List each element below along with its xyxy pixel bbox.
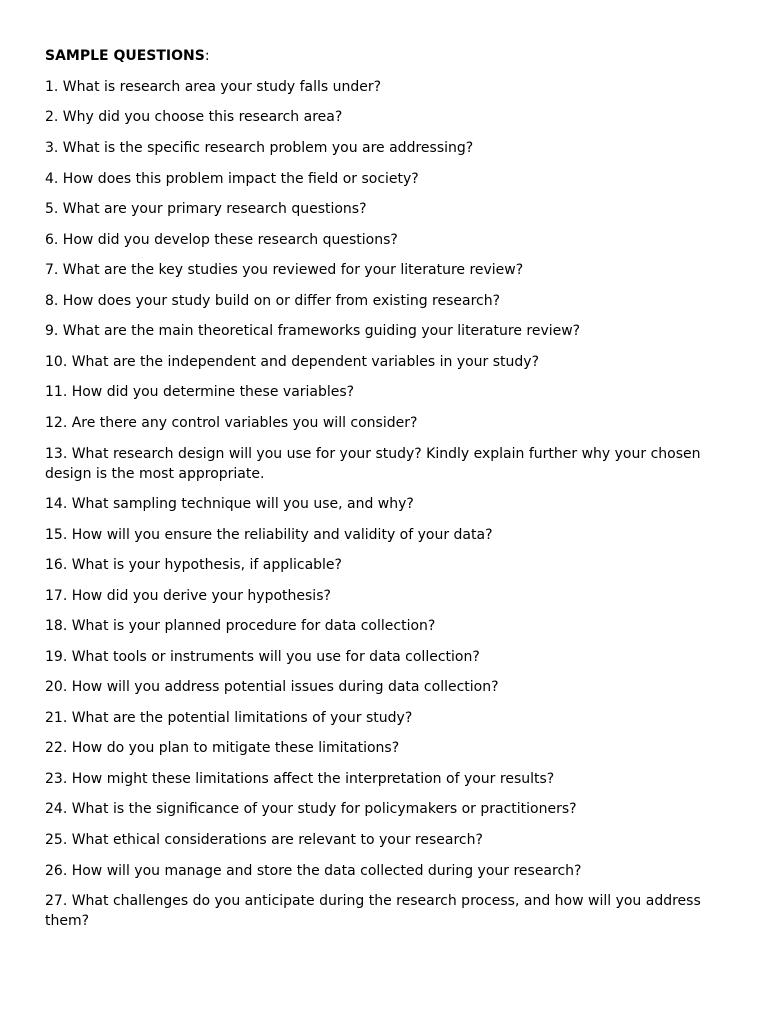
question-item: 5. What are your primary research questions? [45, 201, 367, 217]
question-item: 17. How did you derive your hypothesis? [45, 588, 331, 604]
question-item: 16. What is your hypothesis, if applicable? [45, 557, 342, 573]
question-item: 12. Are there any control variables you will consider? [45, 415, 418, 431]
question-item: 26. How will you manage and store the data collected during your research? [45, 863, 582, 879]
question-item: 3. What is the specific research problem you are addressing? [45, 140, 474, 156]
question-item: 11. How did you determine these variables? [45, 384, 355, 400]
question-item: 22. How do you plan to mitigate these limitations? [45, 740, 400, 756]
question-item: 9. What are the main theoretical frameworks guiding your literature review? [45, 323, 581, 339]
question-item: 8. How does your study build on or differ from existing research? [45, 293, 501, 309]
heading-title: SAMPLE QUESTIONS [45, 48, 205, 64]
question-item: 15. How will you ensure the reliability and validity of your data? [45, 527, 493, 543]
question-item: 20. How will you address potential issues during data collection? [45, 679, 499, 695]
question-item: 1. What is research area your study falls under? [45, 79, 382, 95]
question-item: 14. What sampling technique will you use, and why? [45, 496, 414, 512]
question-item: 4. How does this problem impact the field or society? [45, 171, 419, 187]
question-item: 10. What are the independent and dependent variables in your study? [45, 354, 540, 370]
question-item: 27. What challenges do you anticipate during the research process, and how will you address them? [45, 893, 701, 929]
question-item: 21. What are the potential limitations of your study? [45, 710, 413, 726]
heading-colon: : [204, 48, 210, 64]
question-item: 7. What are the key studies you reviewed for your literature review? [45, 262, 524, 278]
question-item: 25. What ethical considerations are relevant to your research? [45, 832, 483, 848]
question-item: 18. What is your planned procedure for data collection? [45, 618, 436, 634]
question-item: 19. What tools or instruments will you use for data collection? [45, 649, 480, 665]
document-heading [45, 46, 210, 66]
question-item: 13. What research design will you use for your study? Kindly explain further why your chosen design is the most appropriate. [45, 446, 701, 482]
question-item: 23. How might these limitations affect the interpretation of your results? [45, 771, 555, 787]
question-item: 2. Why did you choose this research area? [45, 109, 343, 125]
question-item: 24. What is the significance of your study for policymakers or practitioners? [45, 801, 577, 817]
question-item: 6. How did you develop these research questions? [45, 232, 398, 248]
